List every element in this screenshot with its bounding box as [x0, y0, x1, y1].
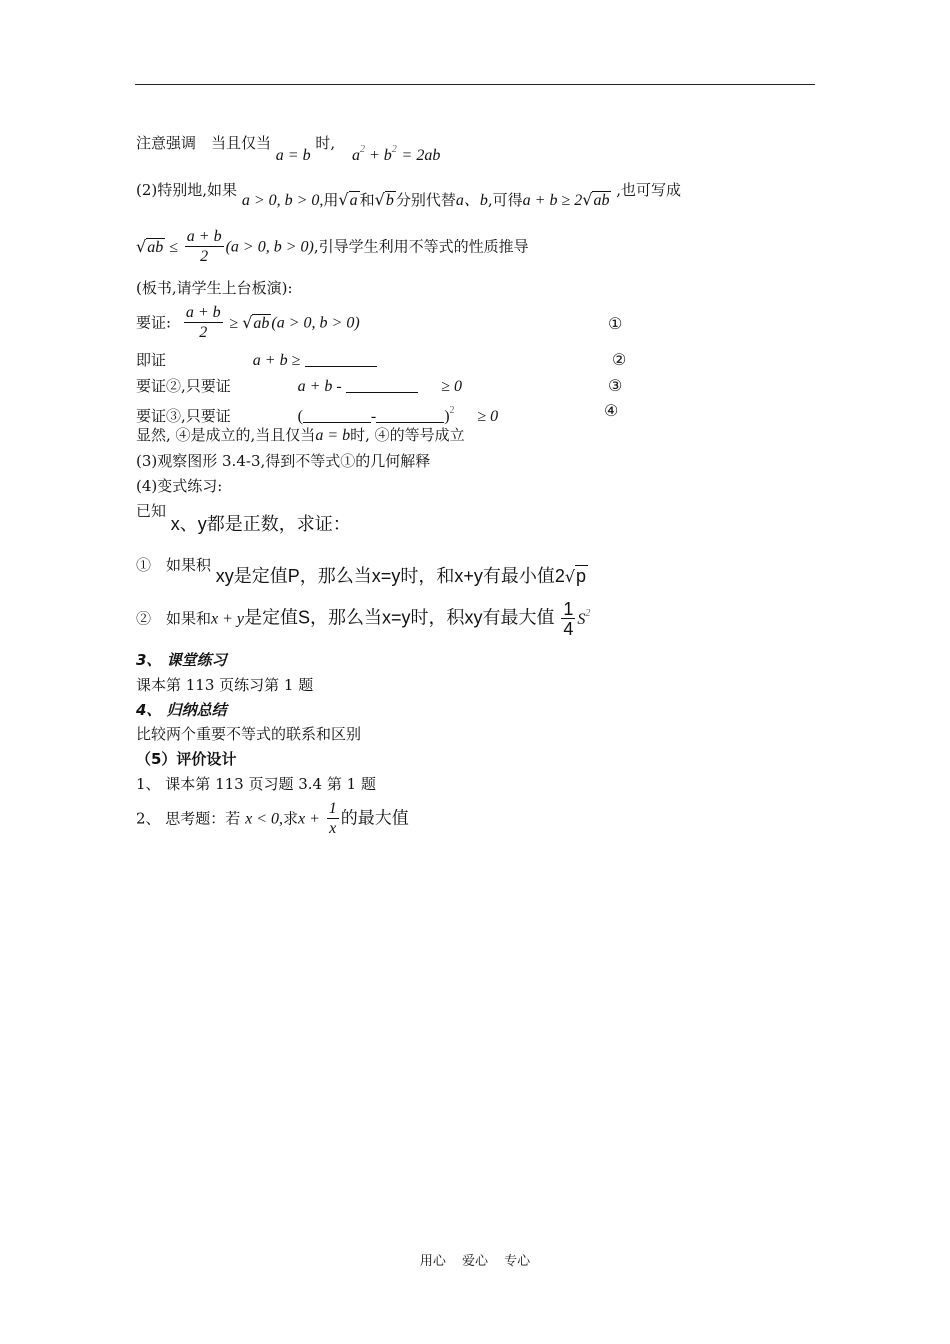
line-prove-3: 要证②,只要证 a + b - ≥ 0 [136, 377, 463, 395]
line-board: (板书,请学生上台板演): [136, 279, 293, 297]
line-homework: 1、 课本第 113 页习题 3.4 第 1 题 [136, 775, 376, 793]
answer-blank [305, 352, 377, 367]
heading-evaluation: （5）评价设计 [136, 750, 237, 768]
page-footer: 用心 爱心 专心 [419, 1254, 531, 1269]
line-case-2: ② 如果和x + y是定值S，那么当x=y时，积xy有最大值 $\frac{1}{4}$ $S^2$ [136, 599, 591, 639]
marker-3: ③ [608, 376, 623, 395]
answer-blank [346, 378, 418, 393]
line-variant: (4)变式练习: [136, 477, 223, 495]
line-given: 已知 x、y都是正数，求证： [136, 502, 351, 534]
line-prove-1: 要证: $\frac{a + b}{2}$ ≥ √ab (a > 0, b > 0) [136, 304, 360, 341]
line-exercise: 课本第 113 页练习第 1 题 [136, 676, 314, 694]
header-rule [135, 84, 815, 85]
line-emphasis: 注意强调 当且仅当 a = b 时, $a^2 + b^2 = 2ab$ [136, 134, 441, 164]
line-alt-form: √ab ≤ $\frac{a + b}{2}$ (a > 0, b > 0),引导学生利用不等式的性质推导 [136, 228, 529, 265]
line-case-1: ① 如果积 xy是定值P，那么当x=y时，和x+y有最小值2√p [136, 556, 587, 586]
line-geometry: (3)观察图形 3.4-3,得到不等式①的几何解释 [136, 452, 431, 470]
line-special-case: (2)特别地,如果 a > 0, b > 0,用√a 和√b 分别代替a、b,可得a + b ≥ 2√ab ,也可写成 [136, 181, 681, 209]
heading-summary: 4、 归纳总结 [136, 701, 227, 719]
line-thinking: 2、 思考题：若 x < 0,求x + $\frac{1}{x}$ 的最大值 [136, 800, 409, 837]
marker-4: ④ [604, 401, 619, 420]
line-compare: 比较两个重要不等式的联系和区别 [136, 725, 362, 743]
marker-1: ① [608, 314, 623, 333]
heading-class-practice: 3、 课堂练习 [136, 651, 227, 669]
line-prove-2: 即证 a + b ≥ [136, 350, 377, 371]
line-prove-4: 要证③,只要证 ( - )$^2$ ≥ 0 [136, 405, 499, 425]
marker-2: ② [612, 350, 627, 369]
fraction-mean: $\frac{a + b}{2}$ [186, 228, 222, 265]
line-conclusion: 显然, ④是成立的,当且仅当a = b时, ④的等号成立 [136, 426, 465, 444]
